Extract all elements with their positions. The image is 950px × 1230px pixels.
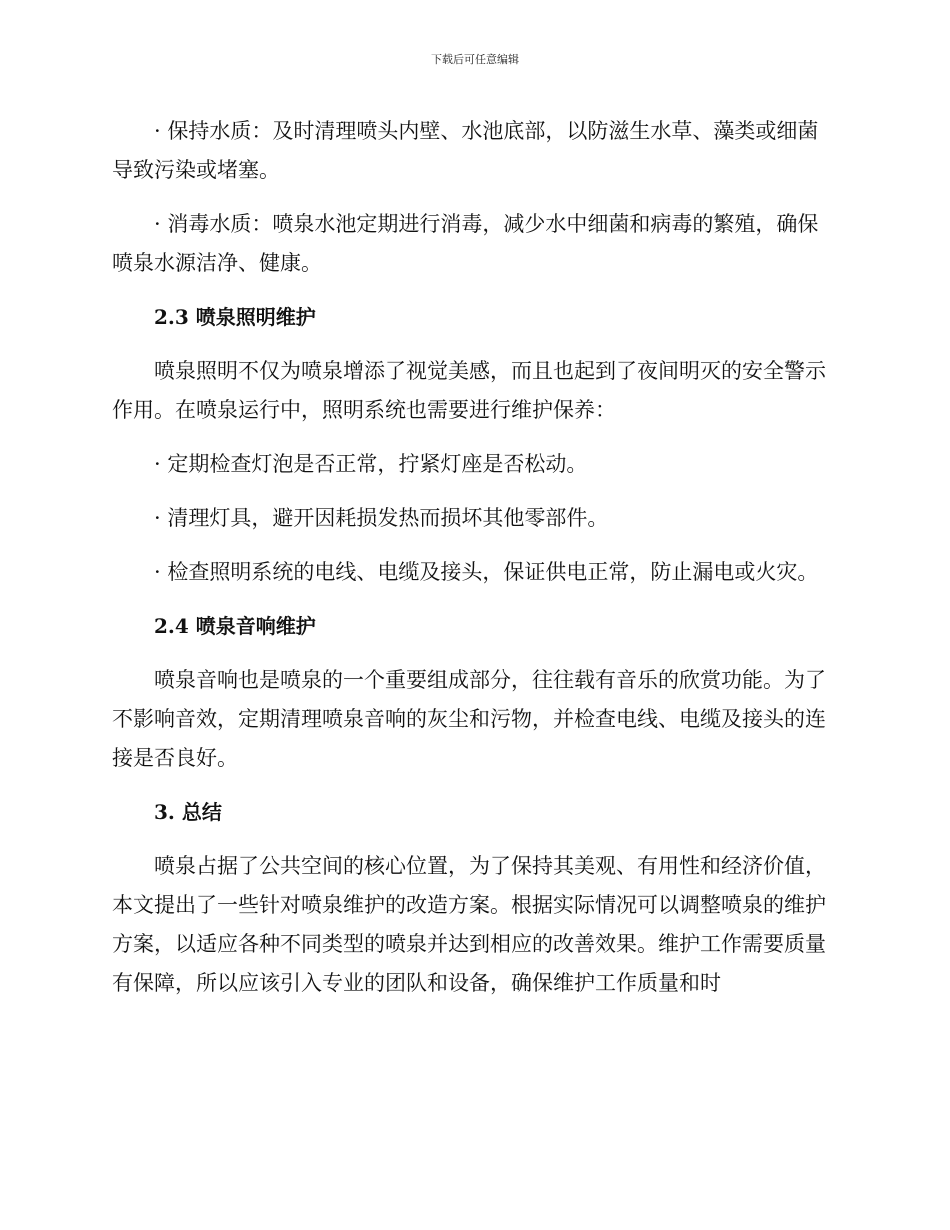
bullet-check-bulbs: · 定期检查灯泡是否正常，拧紧灯座是否松动。 [154,452,588,476]
paragraph-audio: 喷泉音响也是喷泉的一个重要组成部分，往往载有音乐的欣赏功能。为了不影响音效，定期清理喷泉音响的灰尘和污物，并检查电线、电缆及接头的连接是否良好。 [112,668,826,770]
page-header: 下载后可任意编辑 [431,53,519,66]
bullet-keep-water-quality: · 保持水质：及时清理喷头内壁、水池底部，以防滋生水草、藻类或细菌导致污染或堵塞。 [112,119,819,182]
bullet-check-wiring: · 检查照明系统的电线、电缆及接头，保证供电正常，防止漏电或火灾。 [154,560,819,584]
bullet-clean-fixtures: · 清理灯具，避开因耗损发热而损坏其他零部件。 [154,506,609,530]
document-body [112,112,832,1003]
paragraph-summary: 喷泉占据了公共空间的核心位置，为了保持其美观、有用性和经济价值，本文提出了一些针对喷泉维护的改造方案。根据实际情况可以调整喷泉的维护方案，以适应各种不同类型的喷泉并达到相应的改善效果。维护工作需要质量有保障，所以应该引入专业的团队和设备，确保维护工作质量和时 [112,854,826,995]
bullet-disinfect-water: · 消毒水质：喷泉水池定期进行消毒，减少水中细菌和病毒的繁殖，确保喷泉水源洁净、健康。 [112,212,819,275]
section-heading-summary: 3. 总结 [154,800,222,824]
section-heading-lighting: 2.3 喷泉照明维护 [154,305,316,329]
paragraph-lighting-intro: 喷泉照明不仅为喷泉增添了视觉美感，而且也起到了夜间明灭的安全警示作用。在喷泉运行中，照明系统也需要进行维护保养： [112,359,826,422]
section-heading-audio: 2.4 喷泉音响维护 [154,614,316,638]
